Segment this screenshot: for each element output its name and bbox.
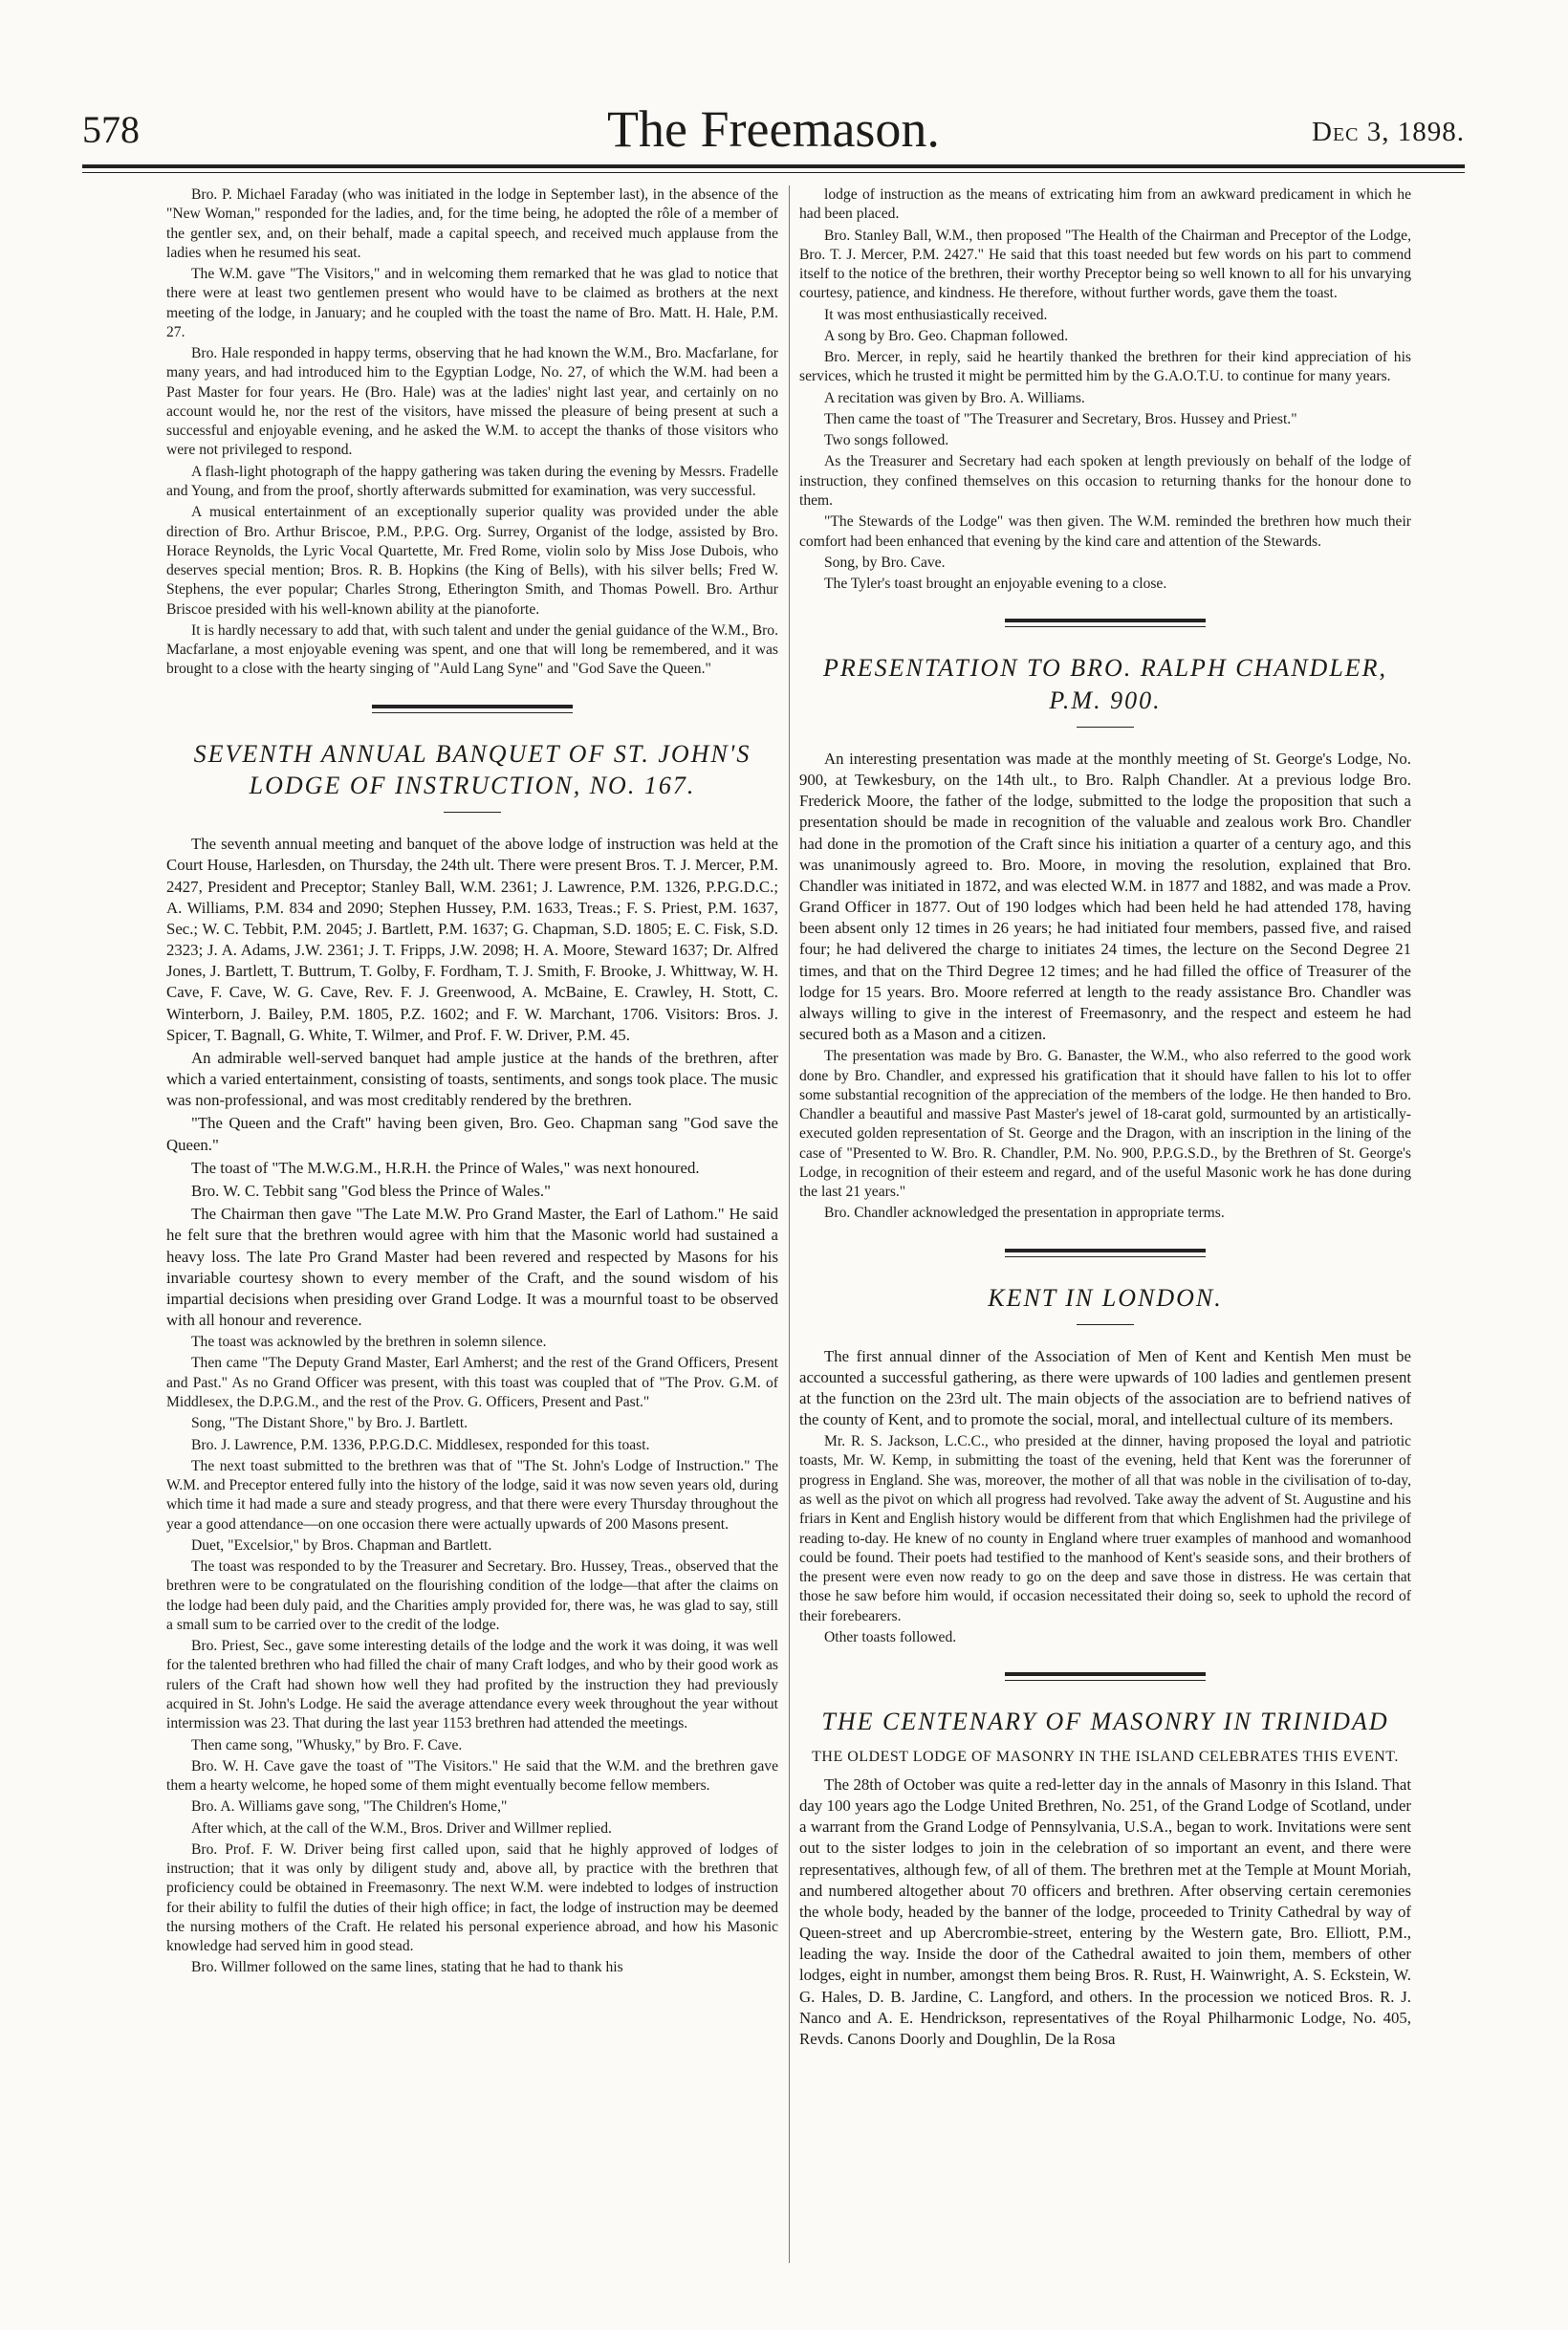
paragraph: Song, "The Distant Shore," by Bro. J. Bartlett. — [191, 1415, 468, 1432]
section-rule — [1005, 1672, 1206, 1676]
paragraph: Then came song, "Whusky," by Bro. F. Cave. — [191, 1736, 463, 1753]
paragraph: Mr. R. S. Jackson, L.C.C., who presided at the dinner, having proposed the loyal and patriotic toasts, Mr. W. Kemp, in submitting the toast of the evening, held that Kent was the forerunner of progress in England. She was, moreover, the mother of all that was noble in the civilisation of to-day, as well as the pivot on which all progress had revolved. Take away the advent of St. Augustine and his friars in Kent and English history would be different from that which Englishmen had the privilege of reading to-day. He knew of no county in England where truer examples of manhood and womanhood could be found. Their poets had testified to the manhood of Kent's seaside sons, and their brothers of the present were even now ready to go on the deep and save those in distress. He was certain that those he saw before him would, if occasion necessitated their doing so, seek to uphold the record of their forebearers. — [799, 1433, 1411, 1624]
paragraph: Song, by Bro. Cave. — [824, 554, 946, 571]
masthead — [82, 99, 1465, 158]
issue-date: Dec 3, 1898. — [1312, 117, 1465, 147]
paragraph: A recitation was given by Bro. A. Williams. — [824, 389, 1085, 406]
paragraph: An admirable well-served banquet had ample justice at the hands of the brethren, after which a varied entertainment, consisting of toasts, sentiments, and songs took place. The music was non-professional, and was most creditably rendered by the brethren. — [166, 1048, 778, 1110]
paragraph: Then came the toast of "The Treasurer and Secretary, Bros. Hussey and Priest." — [824, 410, 1297, 427]
paragraph: Bro. W. C. Tebbit sang "God bless the Prince of Wales." — [191, 1181, 551, 1200]
paragraph: It is hardly necessary to add that, with such talent and under the genial guidance of the W.M., Bro. Macfarlane, a most enjoyable evening was spent, and one that will long be remembered, and it was brought to a close with the hearty singing of "Auld Lang Syne" and "God Save the Queen." — [166, 621, 778, 678]
paragraph: A musical entertainment of an exceptionally superior quality was provided under the able direction of Bro. Arthur Briscoe, P.M., P.P.G. Org. Surrey, Organist of the lodge, assisted by Bro. Horace Reynolds, the Lyric Vocal Quartette, Mr. Fred Rome, violin solo by Miss Jose Dubois, who deserves special mention; Bros. R. B. Hopkins (the King of Bells), with his silver bells; Fred W. Stephens, the ever popular; Charles Strong, Etherington Smith, and Thomas Powell. Bro. Arthur Briscoe presided with his well-known ability at the pianoforte. — [166, 504, 778, 618]
paragraph: As the Treasurer and Secretary had each spoken at length previously on behalf of the lodge of instruction, they confined themselves on this occasion to returning thanks for the honour done to them. — [799, 453, 1411, 509]
paragraph: A song by Bro. Geo. Chapman followed. — [824, 327, 1069, 344]
article-headline-chandler-presentation: PRESENTATION TO BRO. RALPH CHANDLER, P.M. 900. — [822, 654, 1388, 715]
article-headline-kent-in-london: KENT IN LONDON. — [988, 1283, 1223, 1312]
paragraph: Bro. Mercer, in reply, said he heartily thanked the brethren for their kind appreciation of his services, which he trusted it might be permitted him by the G.A.O.T.U. to continue for many years. — [799, 349, 1411, 385]
paragraph: "The Queen and the Craft" having been given, Bro. Geo. Chapman sang "God save the Queen." — [166, 1114, 778, 1154]
section-rule-thin — [372, 712, 573, 713]
paragraph: Bro. Prof. F. W. Driver being first called upon, said that he highly approved of lodges of instruction; that it was only by diligent study and, above all, by practice with the brethren that proficiency could be obtained in Freemasonry. The next W.M. were indebted to lodges of instruction for their ability to fulfil the duties of their high office; in fact, the lodge of instruction may be deemed the nursing mothers of the Craft. He related his personal experience abroad, and how his Masonic knowledge had served him in good stead. — [166, 1840, 778, 1955]
article-headline-st-johns-banquet: SEVENTH ANNUAL BANQUET OF ST. JOHN'S LODGE OF INSTRUCTION, NO. 167. — [193, 739, 751, 800]
paragraph: lodge of instruction as the means of extricating him from an awkward predicament in which he had been placed. — [799, 186, 1411, 223]
paragraph: Bro. Hale responded in happy terms, observing that he had known the W.M., Bro. Macfarlane, for many years, and had introduced him to the Egyptian Lodge, No. 27, of which the W.M. had been a Past Master for four years. He (Bro. Hale) was at the ladies' night last year, and certainly on no account would he, nor the rest of the visitors, have missed the pleasure of being present at such a successful and enjoyable evening, and he asked the W.M. to accept the thanks of those visitors who were not privileged to respond. — [166, 345, 778, 459]
paragraph: It was most enthusiastically received. — [824, 306, 1048, 323]
paragraph: The seventh annual meeting and banquet of the above lodge of instruction was held at the Court House, Harlesden, on Thursday, the 24th ult. There were present Bros. T. J. Mercer, P.M. 2427, President and Preceptor; Stanley Ball, W.M. 2361; J. Lawrence, P.M. 1326, P.P.G.D.C.; A. Williams, P.M. 834 and 2090; Stephen Hussey, P.M. 1633, Treas.; F. S. Priest, P.M. 1637, Sec.; W. C. Tebbit, P.M. 2045; J. Bartlett, P.M. 1637; G. Chapman, S.D. 1805; E. C. Fisk, S.D. 2323; J. A. Adams, J.W. 2361; J. T. Fripps, J.W. 2098; H. A. Moore, Steward 1637; Dr. Alfred Jones, J. Bartlett, T. Buttrum, T. Golby, F. Fordham, T. J. Smith, F. Brooke, J. Whittway, W. H. Cave, F. Cave, W. G. Cave, Rev. F. J. Greenwood, A. McBaine, E. Crawley, H. Stott, C. Winterborn, J. Bailey, P.M. 1805, P.Z. 1602; and F. W. Marchant, 1706. Visitors: Bros. J. Spicer, T. Bagnall, G. White, T. Wilmer, and Prof. F. W. Driver, P.M. 45. — [166, 835, 778, 1044]
article-headline-trinidad-centenary: THE CENTENARY OF MASONRY IN TRINIDAD — [821, 1708, 1389, 1736]
paragraph: Bro. J. Lawrence, P.M. 1336, P.P.G.D.C. Middlesex, responded for this toast. — [191, 1436, 650, 1453]
paragraph: The toast was acknowled by the brethren in solemn silence. — [191, 1334, 547, 1351]
section-rule — [1005, 619, 1206, 622]
section-rule-thin — [1005, 1680, 1206, 1681]
section-rule — [1005, 1249, 1206, 1252]
page-number: 578 — [82, 108, 140, 151]
paragraph: A flash-light photograph of the happy gathering was taken during the evening by Messrs. Fradelle and Young, and from the proof, shortly afterwards submitted for examination, was very successful. — [166, 463, 778, 499]
paragraph: Bro. A. Williams gave song, "The Children's Home," — [191, 1798, 508, 1816]
article-subheadline: THE OLDEST LODGE OF MASONRY IN THE ISLAND CELEBRATES THIS EVENT. — [812, 1748, 1399, 1765]
paragraph: The toast of "The M.W.G.M., H.R.H. the Prince of Wales," was next honoured. — [191, 1158, 700, 1177]
headline-rule — [444, 812, 501, 813]
paragraph: After which, at the call of the W.M., Bros. Driver and Willmer replied. — [191, 1819, 612, 1837]
paragraph: Bro. Willmer followed on the same lines, stating that he had to thank his — [191, 1959, 623, 1976]
right-column — [799, 185, 1411, 2273]
paragraph: The first annual dinner of the Association of Men of Kent and Kentish Men must be accounted a successful gathering, as there were upwards of 100 ladies and gentlemen present at the function on the 23rd ult. The main objects of the association are to befriend natives of the county of Kent, and to promote the social, moral, and intellectual culture of its members. — [799, 1346, 1411, 1429]
paragraph: The 28th of October was quite a red-letter day in the annals of Masonry in this Island. That day 100 years ago the Lodge United Brethren, No. 251, of the Grand Lodge of Scotland, under a warrant from the Grand Lodge of Pennsylvania, U.S.A., began to work. Invitations were sent out to the sister lodges to join in the celebration of so important an event, and there were representatives, although few, of all of them. The brethren met at the Temple at Mount Moriah, and numbered altogether about 70 officers and brethren. After observing certain ceremonies the whole body, headed by the banner of the lodge, proceeded to Trinity Cathedral by way of Queen-street and up Abercrombie-street, entering by the Western gate, Bro. Elliott, P.M., leading the way. Inside the door of the Cathedral awaited to join them, members of other lodges, eight in number, amongst them being Bros. R. Rust, H. Wainwright, A. S. Eckstein, W. G. Hales, D. B. Jardine, C. Langford, and others. In the procession we noticed Bros. R. J. Nanco and A. E. Hendrickson, representatives of the Royal Philharmonic Lodge, No. 405, Revds. Canons Doorly and Doughlin, De la Rosa — [799, 1775, 1411, 2048]
paragraph: Then came "The Deputy Grand Master, Earl Amherst; and the rest of the Grand Officers, Present and Past." As no Grand Officer was present, with this toast was coupled that of "The Prov. G.M. of Middlesex, the D.P.G.M., and the rest of the Prov. G. Officers, Present and Past." — [166, 1355, 778, 1410]
section-rule — [372, 705, 573, 708]
paragraph: Bro. Priest, Sec., gave some interesting details of the lodge and the work it was doing, it was well for the talented brethren who had filled the chair of many Craft lodges, and who by their good work as rulers of the Craft had shown how well they had profited by the instruction they had previously acquired in St. John's Lodge. He said the average attendance every week throughout the year without intermission was 23. That during the last year 1153 brethren had attended the meetings. — [166, 1638, 778, 1732]
masthead-rule — [82, 164, 1465, 168]
column-divider — [789, 185, 790, 2263]
paragraph: The Tyler's toast brought an enjoyable evening to a close. — [824, 576, 1167, 593]
paragraph: Bro. Stanley Ball, W.M., then proposed "The Health of the Chairman and Preceptor of the Lodge, Bro. T. J. Mercer, P.M. 2427." He said that this toast needed but few words on his part to commend itself to the notice of the brethren, their worthy Preceptor being so well known to all for his unvarying courtesy, patience, and kindness. He therefore, without further words, gave them the toast. — [799, 227, 1411, 302]
paragraph: The next toast submitted to the brethren was that of "The St. John's Lodge of Instruction." The W.M. and Preceptor entered fully into the history of the lodge, said it was now seven years old, during which time it had made a sure and steady progress, and that there were every Thursday throughout the year a good attendance—on one occasion there were actually upwards of 200 Masons present. — [166, 1457, 778, 1533]
paragraph: The toast was responded to by the Treasurer and Secretary. Bro. Hussey, Treas., observed that the brethren were to be congratulated on the flourishing condition of the lodge—that after the claims on the lodge had been duly paid, and the Charities amply provided for, there was, he was glad to say, still a small sum to be carried over to the credit of the lodge. — [166, 1558, 778, 1633]
headline-rule — [1077, 727, 1134, 728]
paragraph: An interesting presentation was made at the monthly meeting of St. George's Lodge, No. 900, at Tewkesbury, on the 14th ult., to Bro. Ralph Chandler. At a previous lodge Bro. Frederick Moore, the father of the lodge, submitted to the lodge the proposition that such a presentation should be made in recognition of the valuable and zealous work Bro. Chandler had done in the promotion of the Craft since his initiation a quarter of a century ago, and this was unanimously agreed to. Bro. Moore, in moving the resolution, explained that Bro. Chandler was initiated in 1872, and was elected W.M. in 1877 and 1882, and was made a Prov. Grand Officer in 1877. Out of 190 lodges which had been held he had attended 178, having been absent only 12 times in 26 years; he had initiated four members, passed five, and raised four; he had delivered the charge to initiates 24 times, the lecture on the Second Degree 21 times, and that on the Third Degree 12 times; and he had filled the office of Treasurer of the lodge for 15 years. Bro. Moore referred at length to the ready assistance Bro. Chandler was always willing to give in the interest of Freemasonry, and the respect and esteem he had secured both as a Mason and a citizen. — [799, 749, 1411, 1044]
paragraph: Duet, "Excelsior," by Bros. Chapman and Bartlett. — [191, 1536, 492, 1554]
publication-title: The Freemason. — [607, 100, 940, 158]
paragraph: The W.M. gave "The Visitors," and in welcoming them remarked that he was glad to notice that there were at least two gentlemen present who would have to be claimed as brothers at the next meeting of the lodge, in January; and he coupled with the toast the name of Bro. Matt. H. Hale, P.M. 27. — [166, 266, 778, 340]
masthead-rule-thin — [82, 172, 1465, 173]
paragraph: Bro. W. H. Cave gave the toast of "The Visitors." He said that the W.M. and the brethren gave them a hearty welcome, he hoped some of them might eventually become fellow members. — [166, 1757, 778, 1795]
headline-rule — [1077, 1324, 1134, 1325]
section-rule-thin — [1005, 1256, 1206, 1257]
paragraph: The Chairman then gave "The Late M.W. Pro Grand Master, the Earl of Lathom." He said he felt sure that the brethren would agree with him that the Masonic world had sustained a heavy loss. The late Pro Grand Master had been revered and respected by Masons for his invariable courtesy shown to every member of the Craft, and the sound wisdom of his impartial decisions when presiding over Grand Lodge. It was a mournful toast to be observed with all honour and reverence. — [166, 1205, 778, 1330]
paragraph: Other toasts followed. — [824, 1628, 957, 1645]
paragraph: Two songs followed. — [824, 432, 949, 449]
left-column — [166, 185, 778, 2273]
paragraph: "The Stewards of the Lodge" was then given. The W.M. reminded the brethren how much their comfort had been enhanced that evening by the kind care and attention of the Stewards. — [799, 513, 1411, 550]
paragraph: Bro. Chandler acknowledged the presentation in appropriate terms. — [824, 1205, 1225, 1222]
paragraph: The presentation was made by Bro. G. Banaster, the W.M., who also referred to the good work done by Bro. Chandler, and expressed his gratification that it should have fallen to his lot to offer some substantial recognition of the appreciation of the members of the lodge. He then handed to Bro. Chandler a beautiful and massive Past Master's jewel of 18-carat gold, surmounted by an artistically-executed golden representation of St. George and the Dragon, with an inscription in the lining of the case of "Presented to W. Bro. R. Chandler, P.M. No. 900, P.P.G.S.D., by the Brethren of St. George's Lodge, in recognition of their esteem and regard, and of the useful Masonic work he has done during the last 21 years." — [799, 1048, 1411, 1201]
section-rule-thin — [1005, 626, 1206, 627]
paragraph: Bro. P. Michael Faraday (who was initiated in the lodge in September last), in the absence of the "New Woman," responded for the ladies, and, for the time being, he adopted the rôle of a member of the gentler sex, and, on their behalf, made a capital speech, and received much applause from the ladies when he resumed his seat. — [166, 186, 778, 261]
